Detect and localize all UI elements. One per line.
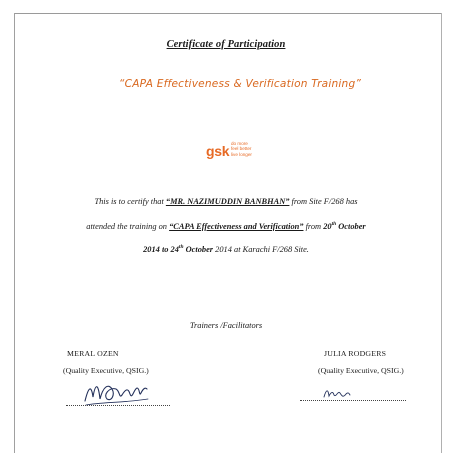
logo-brand: gsk	[206, 143, 230, 159]
location-text: 2014 at Karachi F/268 Site.	[213, 244, 309, 254]
certify-line-3	[0, 244, 452, 254]
certificate-title: Certificate of Participation	[166, 39, 286, 50]
trainers-label: Trainers /Facilitators	[189, 321, 263, 330]
end-month: October	[183, 244, 214, 254]
logo-tagline-line: live longer	[231, 151, 252, 157]
site-text: from Site F/268 has	[289, 197, 358, 206]
trainer-role: (Quality Executive, QSIG.)	[318, 366, 404, 375]
logo-tagline-line: do more	[231, 141, 248, 146]
gsk-logo	[204, 138, 274, 164]
trainer-name: JULIA RODGERS	[324, 349, 387, 358]
course-name: “CAPA Effectiveness and Verification”	[169, 221, 304, 231]
attended-prefix: attended the training on	[86, 221, 170, 231]
logo-tagline	[231, 141, 252, 157]
trainer-role: (Quality Executive, QSIG.)	[63, 366, 149, 375]
certify-prefix: This is to certify that	[94, 197, 166, 206]
signature-line	[66, 405, 170, 406]
end-day: 24	[170, 244, 179, 254]
frame-border-top	[14, 13, 442, 14]
certify-line-1	[0, 197, 452, 206]
signature-meral-ozen	[82, 375, 152, 409]
start-year: 2014 to	[143, 244, 171, 254]
logo-tagline-line: feel better	[231, 146, 252, 152]
start-day-suffix: th	[331, 221, 337, 227]
start-day: 20	[323, 221, 332, 231]
end-day-suffix: th	[178, 244, 184, 250]
from-text: from	[303, 221, 324, 231]
participant-name: “MR. NAZIMUDDIN BANBHAN”	[165, 197, 290, 206]
signature-line	[300, 400, 406, 401]
certify-line-2	[0, 221, 452, 231]
trainer-name: MERAL OZEN	[67, 349, 119, 358]
training-title: “CAPA Effectiveness & Verification Training”	[118, 78, 362, 90]
start-month: October	[336, 221, 366, 231]
